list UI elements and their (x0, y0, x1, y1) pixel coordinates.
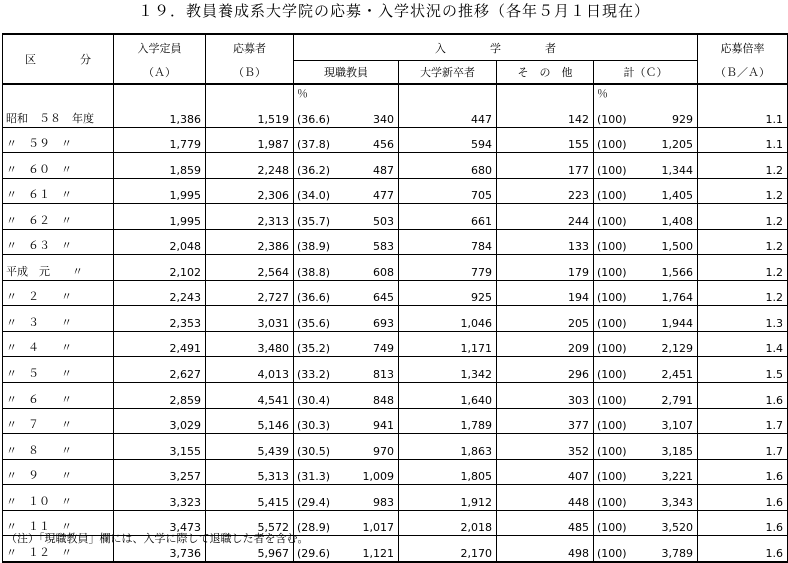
cell-working-pct: (35.6) (294, 306, 338, 332)
row-year: 〃 ６０ 〃 (3, 153, 114, 179)
cell-ratio: 1.2 (698, 178, 788, 204)
cell-new-graduates: 1,640 (399, 383, 497, 409)
row-year: 〃 ６１ 〃 (3, 178, 114, 204)
cell-applicants: 1,519 (206, 102, 294, 127)
cell-ratio: 1.5 (698, 357, 788, 383)
row-year: 〃 １０ 〃 (3, 485, 114, 511)
cell-new-graduates: 594 (399, 127, 497, 153)
cell-working: 340 (338, 102, 399, 127)
header-applicants: 応募者 (206, 34, 294, 61)
cell-total: 3,221 (632, 459, 698, 485)
table-row (3, 331, 788, 357)
cell-total: 2,451 (632, 357, 698, 383)
cell-ratio: 1.6 (698, 459, 788, 485)
cell-applicants: 5,439 (206, 434, 294, 460)
header-ratio-sub: （Ｂ／Ａ） (698, 61, 788, 85)
cell-total: 3,185 (632, 434, 698, 460)
row-year: 昭和 ５８ 年度 (3, 102, 114, 127)
cell-other: 448 (497, 485, 594, 511)
cell-applicants: 2,386 (206, 229, 294, 255)
cell-other: 407 (497, 459, 594, 485)
cell-total-pct: (100) (594, 434, 632, 460)
cell-other: 205 (497, 306, 594, 332)
cell-capacity: 2,102 (114, 255, 206, 281)
cell-new-graduates: 680 (399, 153, 497, 179)
row-year: 〃 ６３ 〃 (3, 229, 114, 255)
cell-working: 1,017 (338, 510, 399, 536)
cell-capacity: 3,155 (114, 434, 206, 460)
cell-working: 503 (338, 204, 399, 230)
cell-other: 194 (497, 280, 594, 306)
cell-working-pct: (29.6) (294, 536, 338, 562)
cell-working: 983 (338, 485, 399, 511)
cell-other: 352 (497, 434, 594, 460)
row-year: 〃 ８ 〃 (3, 434, 114, 460)
cell-new-graduates: 705 (399, 178, 497, 204)
table-row (3, 153, 788, 179)
header-ratio: 応募倍率 (698, 34, 788, 61)
cell-total-pct: (100) (594, 127, 632, 153)
cell-total-pct: (100) (594, 383, 632, 409)
cell-total-pct: (100) (594, 306, 632, 332)
table-row (3, 306, 788, 332)
header-capacity: 入学定員 (114, 34, 206, 61)
cell-ratio: 1.2 (698, 229, 788, 255)
row-year: 〃 ２ 〃 (3, 280, 114, 306)
cell-total: 2,791 (632, 383, 698, 409)
cell-capacity: 2,859 (114, 383, 206, 409)
cell-new-graduates: 1,789 (399, 408, 497, 434)
cell-new-graduates: 2,170 (399, 536, 497, 562)
cell-working-pct: (30.5) (294, 434, 338, 460)
cell-ratio: 1.6 (698, 383, 788, 409)
cell-total-pct: (100) (594, 229, 632, 255)
cell-ratio: 1.1 (698, 102, 788, 127)
cell-other: 244 (497, 204, 594, 230)
cell-capacity: 1,995 (114, 178, 206, 204)
row-year: 〃 ５ 〃 (3, 357, 114, 383)
cell-working-pct: (36.6) (294, 102, 338, 127)
cell-applicants: 1,987 (206, 127, 294, 153)
cell-working-pct: (30.4) (294, 383, 338, 409)
cell-working-pct: (29.4) (294, 485, 338, 511)
cell-applicants: 4,541 (206, 383, 294, 409)
footnote: （注）「現職教員」欄には、入学に際して退職した者を含む。 (6, 532, 309, 545)
cell-capacity: 1,386 (114, 102, 206, 127)
cell-new-graduates: 784 (399, 229, 497, 255)
table-row (3, 178, 788, 204)
cell-capacity: 3,257 (114, 459, 206, 485)
percent-row (3, 84, 788, 102)
cell-total: 1,566 (632, 255, 698, 281)
header-capacity-sub: （Ａ） (114, 61, 206, 85)
cell-new-graduates: 1,805 (399, 459, 497, 485)
cell-total: 3,343 (632, 485, 698, 511)
cell-capacity: 3,323 (114, 485, 206, 511)
cell-working-pct: (37.8) (294, 127, 338, 153)
cell-other: 179 (497, 255, 594, 281)
cell-new-graduates: 447 (399, 102, 497, 127)
cell-total-pct: (100) (594, 331, 632, 357)
cell-other: 133 (497, 229, 594, 255)
cell-working-pct: (34.0) (294, 178, 338, 204)
table-row (3, 485, 788, 511)
cell-ratio: 1.1 (698, 127, 788, 153)
cell-total-pct: (100) (594, 255, 632, 281)
cell-capacity: 1,995 (114, 204, 206, 230)
header-total: 計（Ｃ） (594, 61, 698, 85)
cell-total-pct: (100) (594, 459, 632, 485)
row-year: 〃 ３ 〃 (3, 306, 114, 332)
cell-total-pct: (100) (594, 536, 632, 562)
cell-ratio: 1.3 (698, 306, 788, 332)
cell-working-pct: (36.2) (294, 153, 338, 179)
cell-capacity: 2,627 (114, 357, 206, 383)
row-year: 〃 １１ 〃 (3, 510, 114, 536)
cell-new-graduates: 1,171 (399, 331, 497, 357)
header-category: 区 分 (3, 34, 114, 84)
table-row (3, 127, 788, 153)
cell-working: 749 (338, 331, 399, 357)
cell-applicants: 5,967 (206, 536, 294, 562)
cell-applicants: 3,480 (206, 331, 294, 357)
cell-working: 456 (338, 127, 399, 153)
row-year: 〃 ９ 〃 (3, 459, 114, 485)
row-year: 〃 １２ 〃 (3, 536, 114, 562)
cell-applicants: 5,146 (206, 408, 294, 434)
cell-total: 1,205 (632, 127, 698, 153)
header-other: そ の 他 (497, 61, 594, 85)
cell-total: 1,344 (632, 153, 698, 179)
cell-working-pct: (33.2) (294, 357, 338, 383)
cell-other: 142 (497, 102, 594, 127)
cell-new-graduates: 661 (399, 204, 497, 230)
cell-capacity: 2,353 (114, 306, 206, 332)
cell-total: 3,789 (632, 536, 698, 562)
cell-total-pct: (100) (594, 357, 632, 383)
cell-working-pct: (38.8) (294, 255, 338, 281)
table-row (3, 229, 788, 255)
header-applicants-sub: （Ｂ） (206, 61, 294, 85)
cell-working: 608 (338, 255, 399, 281)
cell-applicants: 2,727 (206, 280, 294, 306)
table-row (3, 102, 788, 127)
cell-working-pct: (38.9) (294, 229, 338, 255)
cell-working: 693 (338, 306, 399, 332)
cell-applicants: 2,564 (206, 255, 294, 281)
table-row (3, 408, 788, 434)
table-row (3, 280, 788, 306)
cell-capacity: 2,243 (114, 280, 206, 306)
cell-working: 848 (338, 383, 399, 409)
cell-total: 1,408 (632, 204, 698, 230)
cell-new-graduates: 779 (399, 255, 497, 281)
cell-total: 3,107 (632, 408, 698, 434)
row-year: 〃 ６２ 〃 (3, 204, 114, 230)
cell-capacity: 3,736 (114, 536, 206, 562)
cell-working-pct: (30.3) (294, 408, 338, 434)
cell-applicants: 2,306 (206, 178, 294, 204)
cell-ratio: 1.6 (698, 485, 788, 511)
cell-ratio: 1.7 (698, 434, 788, 460)
cell-working-pct: (28.9) (294, 510, 338, 536)
cell-ratio: 1.4 (698, 331, 788, 357)
cell-ratio: 1.6 (698, 510, 788, 536)
cell-total: 2,129 (632, 331, 698, 357)
cell-capacity: 1,859 (114, 153, 206, 179)
header-new-graduates: 大学新卒者 (399, 61, 497, 85)
cell-other: 485 (497, 510, 594, 536)
row-year: 〃 ５９ 〃 (3, 127, 114, 153)
cell-other: 223 (497, 178, 594, 204)
cell-other: 377 (497, 408, 594, 434)
row-year: 〃 ４ 〃 (3, 331, 114, 357)
cell-ratio: 1.2 (698, 280, 788, 306)
table-row (3, 383, 788, 409)
cell-new-graduates: 1,912 (399, 485, 497, 511)
header-working-teachers: 現職教員 (294, 61, 399, 85)
cell-total-pct: (100) (594, 510, 632, 536)
cell-new-graduates: 2,018 (399, 510, 497, 536)
row-year: 平成 元 〃 (3, 255, 114, 281)
cell-ratio: 1.2 (698, 255, 788, 281)
cell-ratio: 1.6 (698, 536, 788, 562)
cell-other: 209 (497, 331, 594, 357)
cell-working: 941 (338, 408, 399, 434)
cell-new-graduates: 1,342 (399, 357, 497, 383)
cell-working-pct: (31.3) (294, 459, 338, 485)
cell-applicants: 2,313 (206, 204, 294, 230)
statistics-table (2, 33, 788, 563)
cell-applicants: 2,248 (206, 153, 294, 179)
cell-capacity: 3,473 (114, 510, 206, 536)
cell-working-pct: (35.7) (294, 204, 338, 230)
cell-working-pct: (35.2) (294, 331, 338, 357)
cell-ratio: 1.2 (698, 204, 788, 230)
cell-capacity: 2,491 (114, 331, 206, 357)
cell-working: 970 (338, 434, 399, 460)
row-year: 〃 ７ 〃 (3, 408, 114, 434)
cell-working: 477 (338, 178, 399, 204)
cell-other: 296 (497, 357, 594, 383)
cell-total-pct: (100) (594, 178, 632, 204)
cell-working-pct: (36.6) (294, 280, 338, 306)
table-row (3, 357, 788, 383)
cell-total: 1,500 (632, 229, 698, 255)
cell-total-pct: (100) (594, 204, 632, 230)
cell-ratio: 1.2 (698, 153, 788, 179)
cell-new-graduates: 925 (399, 280, 497, 306)
percent-mark-total: ％ (597, 87, 608, 100)
page-title: １９．教員養成系大学院の応募・入学状況の推移（各年５月１日現在） (137, 2, 650, 20)
cell-total-pct: (100) (594, 408, 632, 434)
cell-working: 813 (338, 357, 399, 383)
cell-capacity: 1,779 (114, 127, 206, 153)
cell-working: 1,009 (338, 459, 399, 485)
cell-applicants: 4,013 (206, 357, 294, 383)
cell-total-pct: (100) (594, 102, 632, 127)
cell-capacity: 3,029 (114, 408, 206, 434)
table-row (3, 204, 788, 230)
cell-total: 1,764 (632, 280, 698, 306)
cell-other: 498 (497, 536, 594, 562)
cell-total-pct: (100) (594, 280, 632, 306)
cell-working: 1,121 (338, 536, 399, 562)
cell-total: 929 (632, 102, 698, 127)
cell-other: 177 (497, 153, 594, 179)
cell-applicants: 3,031 (206, 306, 294, 332)
row-year: 〃 ６ 〃 (3, 383, 114, 409)
cell-other: 303 (497, 383, 594, 409)
cell-working: 645 (338, 280, 399, 306)
cell-new-graduates: 1,046 (399, 306, 497, 332)
cell-working: 487 (338, 153, 399, 179)
table-row (3, 434, 788, 460)
cell-working: 583 (338, 229, 399, 255)
cell-applicants: 5,415 (206, 485, 294, 511)
cell-total: 1,944 (632, 306, 698, 332)
cell-ratio: 1.7 (698, 408, 788, 434)
header-enrolled: 入 学 者 (294, 34, 698, 61)
cell-total-pct: (100) (594, 153, 632, 179)
cell-capacity: 2,048 (114, 229, 206, 255)
cell-applicants: 5,572 (206, 510, 294, 536)
table-row (3, 255, 788, 281)
cell-total: 1,405 (632, 178, 698, 204)
cell-other: 155 (497, 127, 594, 153)
percent-mark-working: ％ (297, 87, 308, 100)
table-row (3, 459, 788, 485)
cell-total-pct: (100) (594, 485, 632, 511)
cell-applicants: 5,313 (206, 459, 294, 485)
cell-total: 3,520 (632, 510, 698, 536)
cell-new-graduates: 1,863 (399, 434, 497, 460)
